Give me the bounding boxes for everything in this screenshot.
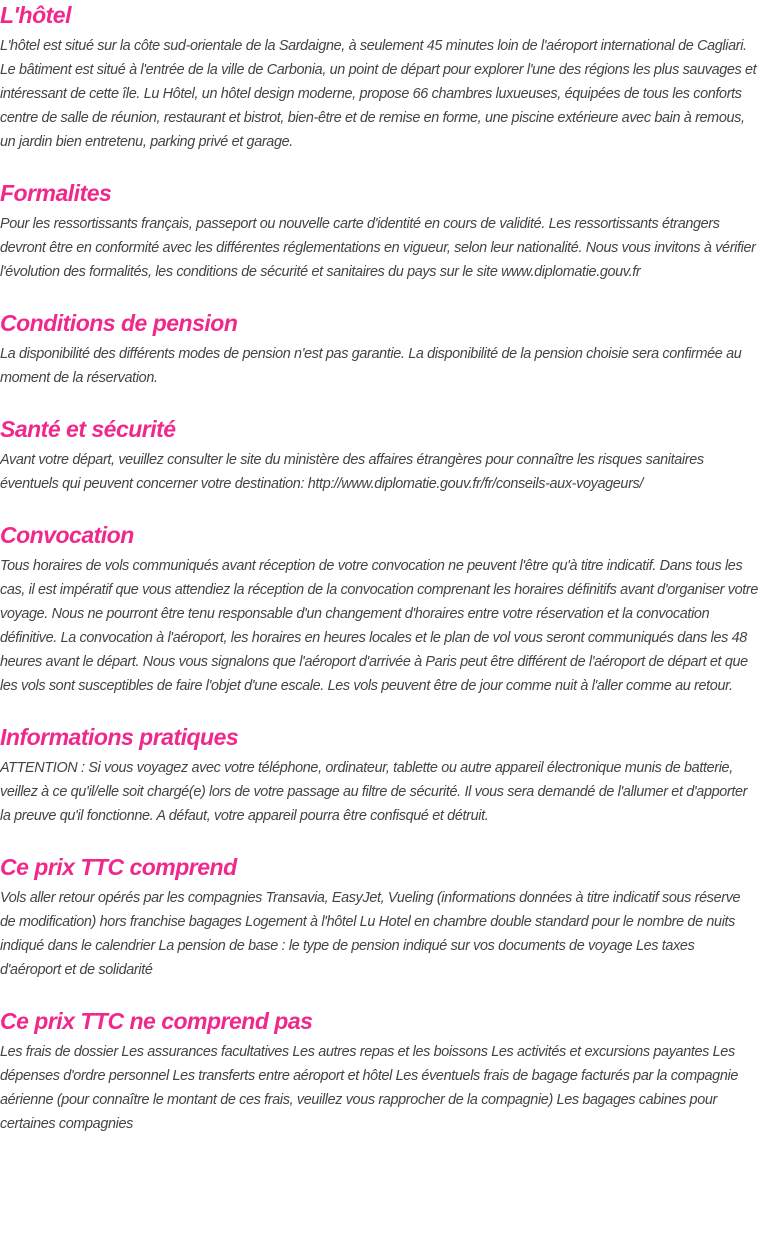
section-body: Les frais de dossier Les assurances facultatives Les autres repas et les boissons Les activités et excursions payantes Les dépenses d'ordre personnel Les transferts entre aéroport et hôtel Les éventuels frais de bagage facturés par la compagnie aérienne (pour connaître le montant de ces frais, veuillez vous rapprocher de la compagnie) Les bagages cabines pour certaines compagnies bbox=[0, 1044, 738, 1132]
section-body: Vols aller retour opérés par les compagnies Transavia, EasyJet, Vueling (informations données à titre indicatif sous réserve de modification) hors franchise bagages Logement à l'hôtel Lu Hotel en chambre double standard pour le nombre de nuits indiqué dans le calendrier La pension de base : le type de pension indiqué sur vos documents de voyage Les taxes d'aéroport et de solidarité bbox=[0, 890, 741, 978]
section-title: Ce prix TTC comprend bbox=[0, 854, 237, 880]
section-body: La disponibilité des différents modes de pension n'est pas garantie. La disponibilité de la pension choisie sera confirmée au moment de la réservation. bbox=[0, 346, 742, 386]
section-hotel bbox=[0, 0, 758, 154]
section-body: ATTENTION : Si vous voyagez avec votre téléphone, ordinateur, tablette ou autre appareil électronique munis de batterie, veillez à ce qu'il/elle soit chargé(e) lors de votre passage au filtre de sécurité. Il vous sera demandé de l'allumer et d'apporter la preuve qu'il fonctionne. A défaut, votre appareil pourra être confisqué et détruit. bbox=[0, 760, 748, 824]
section-body: Tous horaires de vols communiqués avant réception de votre convocation ne peuvent l'être qu'à titre indicatif. Dans tous les cas, il est impératif que vous attendiez la réception de la convocation comprenant les horaires définitifs avant d'organiser votre voyage. Nous ne pourront être tenu responsable d'un changement d'horaires entre votre réservation et la convocation définitive. La convocation à l'aéroport, les horaires en heures locales et le plan de vol vous seront communiqués dans les 48 heures avant le départ. Nous vous signalons que l'aéroport d'arrivée à Paris peut être différent de l'aéroport de départ et que les vols sont susceptibles de faire l'objet d'une escale. Les vols peuvent être de jour comme nuit à l'aller comme au retour. bbox=[0, 558, 758, 694]
section-title: L'hôtel bbox=[0, 2, 71, 28]
section-body: Avant votre départ, veuillez consulter le site du ministère des affaires étrangères pour connaître les risques sanitaires éventuels qui peuvent concerner votre destination: http://www.diplomatie.gouv.fr/fr/conseils-aux-voyageurs/ bbox=[0, 452, 704, 492]
section-convocation bbox=[0, 520, 758, 698]
section-title: Formalites bbox=[0, 180, 112, 206]
section-title: Convocation bbox=[0, 522, 134, 548]
section-title: Conditions de pension bbox=[0, 310, 238, 336]
section-title: Informations pratiques bbox=[0, 724, 239, 750]
section-informations-pratiques bbox=[0, 722, 758, 828]
section-title: Santé et sécurité bbox=[0, 416, 176, 442]
section-sante-securite bbox=[0, 414, 758, 496]
section-body: Pour les ressortissants français, passeport ou nouvelle carte d'identité en cours de validité. Les ressortissants étrangers devront être en conformité avec les différentes réglementations en vigueur, selon leur nationalité. Nous vous invitons à vérifier l'évolution des formalités, les conditions de sécurité et sanitaires du pays sur le site www.diplomatie.gouv.fr bbox=[0, 216, 756, 280]
section-title: Ce prix TTC ne comprend pas bbox=[0, 1008, 313, 1034]
section-prix-comprend bbox=[0, 852, 758, 982]
section-formalites bbox=[0, 178, 758, 284]
section-prix-ne-comprend-pas bbox=[0, 1006, 758, 1136]
section-conditions-pension bbox=[0, 308, 758, 390]
section-body: L'hôtel est situé sur la côte sud-orientale de la Sardaigne, à seulement 45 minutes loin de l'aéroport international de Cagliari. Le bâtiment est situé à l'entrée de la ville de Carbonia, un point de départ pour explorer l'une des régions les plus sauvages et intéressant de cette île. Lu Hôtel, un hôtel design moderne, propose 66 chambres luxueuses, équipées de tous les conforts centre de salle de réunion, restaurant et bistrot, bien-être et de remise en forme, une piscine extérieure avec bain à remous, un jardin bien entretenu, parking privé et garage. bbox=[0, 38, 757, 150]
